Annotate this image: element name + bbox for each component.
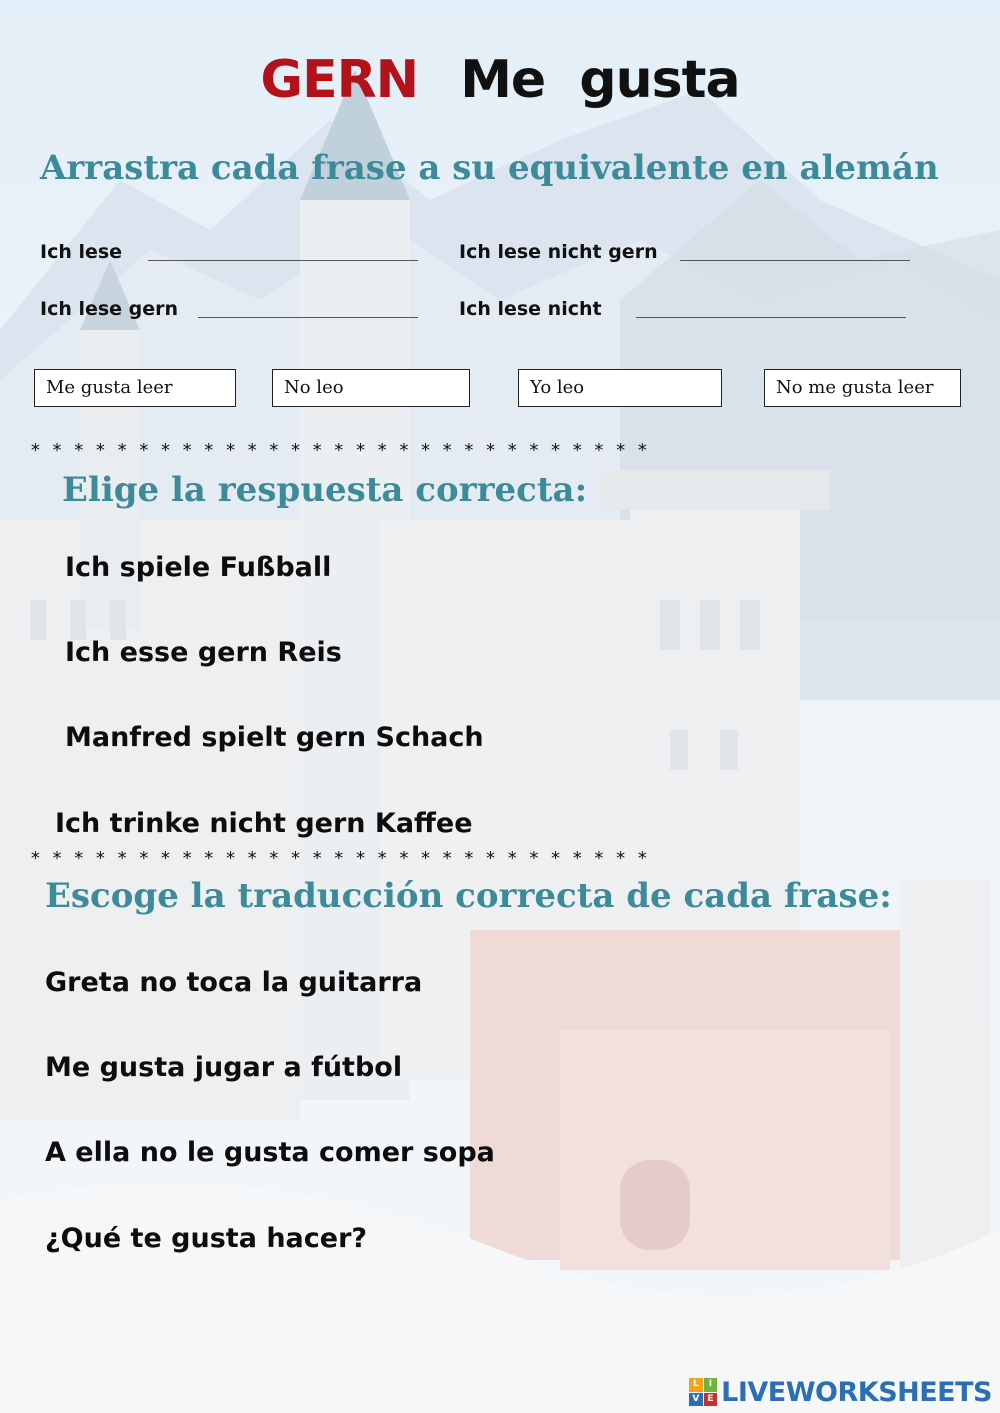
draggable-option-yo-leo[interactable]: Yo leo [518,369,722,407]
separator-stars-2: * * * * * * * * * * * * * * * * * * * * * * * * * * * * * [30,848,648,869]
question-greta-no-toca-la-guitarra[interactable]: Greta no toca la guitarra [45,967,423,998]
question-ich-trinke-nicht-gern-kaffee[interactable]: Ich trinke nicht gern Kaffee [55,808,473,839]
draggable-option-no-me-gusta-leer[interactable]: No me gusta leer [764,369,961,407]
question-ich-spiele-fussball[interactable]: Ich spiele Fußball [65,552,332,583]
prompt-ich-lese-gern: Ich lese gern [40,298,179,320]
liveworksheets-icon: L I V E [689,1378,717,1406]
section3-heading: Escoge la traducción correcta de cada frase: [45,876,892,916]
drop-target-ich-lese-nicht-gern[interactable] [680,260,910,261]
drop-target-ich-lese-nicht[interactable] [636,317,906,318]
separator-stars: * * * * * * * * * * * * * * * * * * * * * * * * * * * * * [30,440,648,461]
question-que-te-gusta-hacer[interactable]: ¿Qué te gusta hacer? [45,1223,368,1254]
page-title [0,50,1000,110]
section1-heading: Arrastra cada frase a su equivalente en alemán [40,148,939,188]
question-manfred-spielt-gern-schach[interactable]: Manfred spielt gern Schach [65,722,484,753]
draggable-option-no-leo[interactable]: No leo [272,369,470,407]
title-gern: GERN [260,50,419,110]
liveworksheets-brand-text: LIVEWORKSHEETS [721,1376,992,1408]
drop-target-ich-lese-gern[interactable] [198,317,418,318]
prompt-ich-lese-nicht-gern: Ich lese nicht gern [459,241,658,263]
prompt-ich-lese-nicht: Ich lese nicht [459,298,602,320]
liveworksheets-logo [689,1375,992,1409]
title-me-gusta: Me gusta [460,50,740,110]
draggable-option-me-gusta-leer[interactable]: Me gusta leer [34,369,236,407]
drop-target-ich-lese[interactable] [148,260,418,261]
question-ich-esse-gern-reis[interactable]: Ich esse gern Reis [65,637,342,668]
question-me-gusta-jugar-a-futbol[interactable]: Me gusta jugar a fútbol [45,1052,403,1083]
question-a-ella-no-le-gusta-comer-sopa[interactable]: A ella no le gusta comer sopa [45,1137,495,1168]
section2-heading: Elige la respuesta correcta: [62,470,588,510]
prompt-ich-lese: Ich lese [40,241,123,263]
